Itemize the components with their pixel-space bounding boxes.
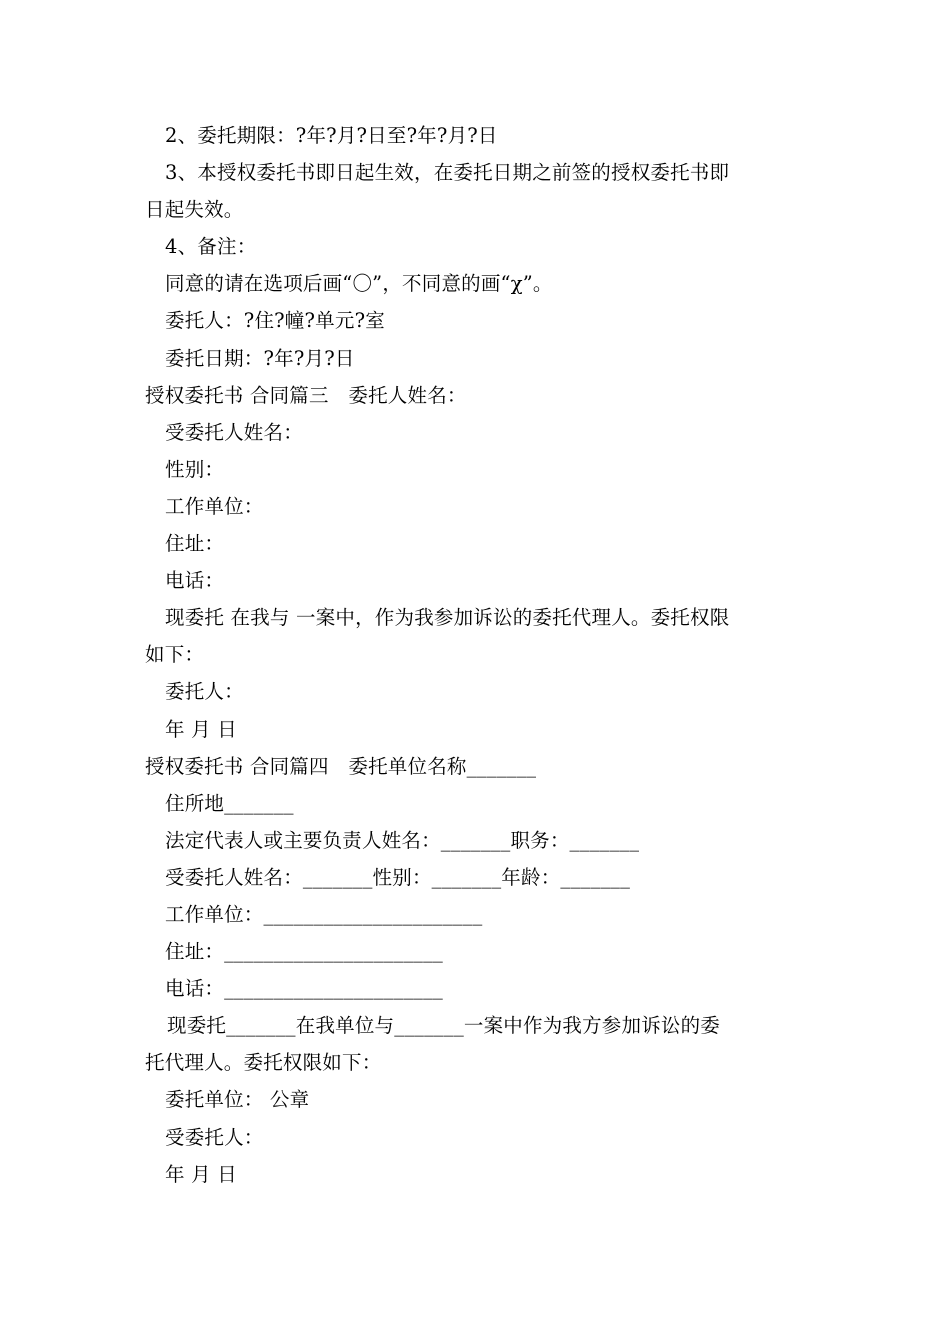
representative-field: 法定代表人或主要负责人姓名：_______职务：_______ [165, 828, 640, 852]
agent-phone-field: 电话：______________________ [165, 977, 443, 1001]
effective-clause-continued: 日起失效。 [145, 198, 244, 222]
section-three-heading: 授权委托书 合同篇三 委托人姓名： [145, 383, 467, 407]
document-body [145, 117, 810, 1193]
unit-seal-field: 委托单位： 公章 [165, 1088, 310, 1112]
principal-signature-field: 委托人： [165, 680, 244, 704]
authorization-date: 委托日期：?年?月?日 [165, 346, 355, 370]
agent-details-field: 受委托人姓名：_______性别：_______年龄：_______ [165, 865, 631, 889]
agent-address-field: 住址：______________________ [165, 940, 443, 964]
residence-field: 住所地_______ [165, 791, 294, 815]
term-clause: 2、委托期限：?年?月?日至?年?月?日 [165, 124, 498, 147]
phone-field: 电话： [165, 569, 225, 593]
gender-field: 性别： [165, 457, 225, 481]
commission-statement: 现委托 在我与 一案中，作为我参加诉讼的委托代理人。委托权限 [165, 606, 730, 630]
principal-address: 委托人：?住?幢?单元?室 [165, 309, 385, 333]
effective-clause: 3、本授权委托书即日起生效，在委托日期之前签的授权委托书即 [165, 161, 730, 185]
agent-workplace-field: 工作单位：______________________ [165, 902, 483, 926]
commission-statement-continued: 如下： [145, 643, 205, 667]
date-field: 年 月 日 [165, 717, 237, 741]
final-date-field: 年 月 日 [165, 1162, 237, 1186]
agent-signature-field: 受委托人： [165, 1125, 264, 1149]
address-field: 住址： [165, 532, 225, 556]
section-four-heading: 授权委托书 合同篇四 委托单位名称_______ [145, 754, 537, 778]
agent-name-field: 受委托人姓名： [165, 420, 303, 444]
unit-commission-statement: 现委托_______在我单位与_______一案中作为我方参加诉讼的委 [167, 1014, 721, 1038]
remarks-instruction: 同意的请在选项后画“〇”，不同意的画“χ”。 [165, 272, 553, 296]
workplace-field: 工作单位： [165, 494, 264, 518]
unit-commission-statement-continued: 托代理人。委托权限如下： [145, 1051, 382, 1075]
remarks-clause: 4、备注： [165, 235, 257, 259]
